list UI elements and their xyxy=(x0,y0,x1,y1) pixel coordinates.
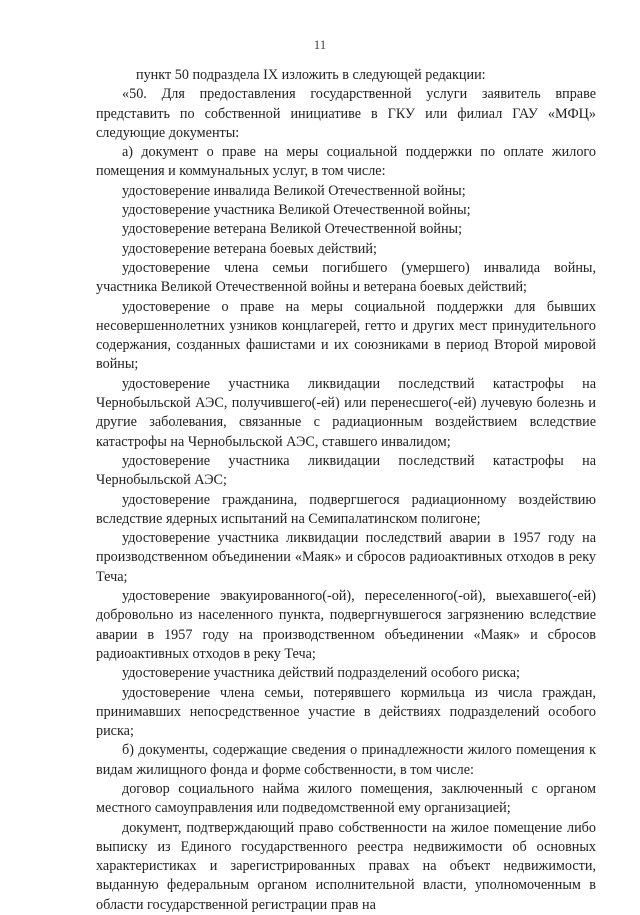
paragraph: удостоверение участника Великой Отечественной войны; xyxy=(122,202,471,219)
paragraph: удостоверение инвалида Великой Отечественной войны; xyxy=(122,182,466,199)
paragraph: удостоверение ветерана Великой Отечественной войны; xyxy=(122,221,463,238)
paragraph: удостоверение члена семьи, потерявшего кормильца из числа граждан, принимавших непосредственное участие в действиях подразделений особого риска; xyxy=(96,684,596,740)
paragraph: б) документы, содержащие сведения о принадлежности жилого помещения к видам жилищного фонда и форме собственности, в том числе: xyxy=(96,742,596,778)
paragraph: а) документ о праве на меры социальной поддержки по оплате жилого помещения и коммунальных услуг, в том числе: xyxy=(96,144,596,180)
paragraph: документ, подтверждающий право собственности на жилое помещение либо выписку из Единого государственного реестра недвижимости об основных характеристиках и зарегистрированных правах на объект недвижимости, выданную федеральным органом исполнительной власти, уполномоченным в области государственной регистрации прав на xyxy=(96,819,596,913)
paragraph: «50. Для предоставления государственной услуги заявитель вправе представить по собственной инициативе в ГКУ или филиал ГАУ «МФЦ» следующие документы: xyxy=(96,86,596,141)
paragraph: удостоверение участника ликвидации последствий катастрофы на Чернобыльской АЭС, получившего(-ей) или перенесшего(-ей) лучевую болезнь и другие заболевания, связанные с радиационным воздействием вследствие катастрофы на Чернобыльской АЭС, ставшего инвалидом; xyxy=(96,375,596,450)
paragraph: удостоверение эвакуированного(-ой), переселенного(-ой), выехавшего(-ей) добровольно из населенного пункта, подвергнувшегося загрязнению вследствие аварии в 1957 году на производственном объединении «Маяк» и сбросов радиоактивных отходов в реку Теча; xyxy=(96,588,596,662)
paragraph: удостоверение о праве на меры социальной поддержки для бывших несовершеннолетних узников концлагерей, гетто и других мест принудительного содержания, созданных фашистами и их союзниками в период Второй мировой войны; xyxy=(96,298,596,373)
paragraph: пункт 50 подраздела IX изложить в следующей редакции: xyxy=(136,67,486,83)
paragraph: договор социального найма жилого помещения, заключенный с органом местного самоуправления или подведомственной ему организацией; xyxy=(96,780,596,817)
paragraph: удостоверение участника ликвидации последствий катастрофы на Чернобыльской АЭС; xyxy=(96,452,596,489)
paragraph: удостоверение участника ликвидации последствий аварии в 1957 году на производственном объединении «Маяк» и сбросов радиоактивных отходов в реку Теча; xyxy=(96,530,596,585)
paragraph: удостоверение ветерана боевых действий; xyxy=(122,240,377,257)
page-number: 11 xyxy=(313,37,327,52)
paragraph: удостоверение участника действий подразделений особого риска; xyxy=(122,665,520,682)
document-body xyxy=(96,66,596,915)
paragraph: удостоверение члена семьи погибшего (умершего) инвалида войны, участника Великой Отечественной войны и ветерана боевых действий; xyxy=(96,259,596,296)
paragraph: удостоверение гражданина, подвергшегося радиационному воздействию вследствие ядерных испытаний на Семипалатинском полигоне; xyxy=(96,491,596,527)
